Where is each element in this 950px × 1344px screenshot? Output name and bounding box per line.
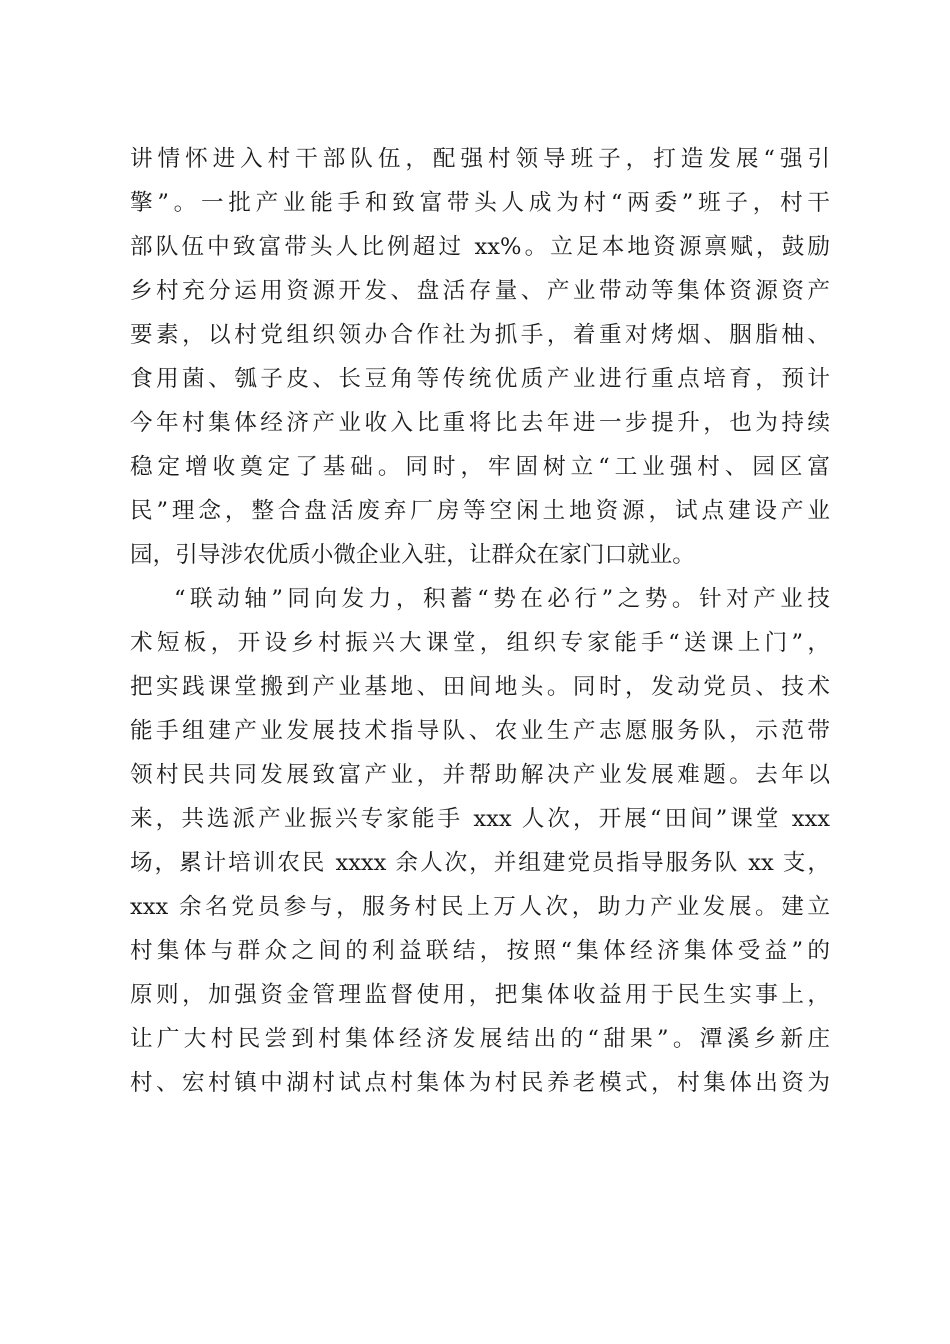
text-line: 让广大村民尝到村集体经济发展结出的“甜果”。潭溪乡新庄 bbox=[130, 1026, 830, 1052]
text-line: 把实践课堂搬到产业基地、田间地头。同时，发动党员、技术 bbox=[130, 674, 830, 700]
text-line: 术短板，开设乡村振兴大课堂，组织专家能手“送课上门”， bbox=[130, 630, 830, 656]
text-line: 擎”。一批产业能手和致富带头人成为村“两委”班子，村干 bbox=[130, 190, 830, 216]
text-line: 乡村充分运用资源开发、盘活存量、产业带动等集体资源资产 bbox=[130, 278, 830, 304]
text-line: 村集体与群众之间的利益联结，按照“集体经济集体受益”的 bbox=[130, 938, 830, 964]
text-line: 能手组建产业发展技术指导队、农业生产志愿服务队，示范带 bbox=[130, 718, 830, 744]
text-line: xxx 余名党员参与，服务村民上万人次，助力产业发展。建立 bbox=[130, 894, 830, 920]
paragraph-last-line: 园，引导涉农优质小微企业入驻，让群众在家门口就业。 bbox=[130, 542, 695, 568]
text-line: 领村民共同发展致富产业，并帮助解决产业发展难题。去年以 bbox=[130, 762, 830, 788]
text-line: 场，累计培训农民 xxxx 余人次，并组建党员指导服务队 xx 支， bbox=[130, 850, 830, 876]
text-line: 要素，以村党组织领办合作社为抓手，着重对烤烟、胭脂柚、 bbox=[130, 322, 830, 348]
text-line: 食用菌、瓠子皮、长豆角等传统优质产业进行重点培育，预计 bbox=[130, 366, 830, 392]
text-line: 稳定增收奠定了基础。同时，牢固树立“工业强村、园区富 bbox=[130, 454, 830, 480]
text-line: 村、宏村镇中湖村试点村集体为村民养老模式，村集体出资为 bbox=[130, 1070, 830, 1096]
text-line: 民”理念，整合盘活废弃厂房等空闲土地资源，试点建设产业 bbox=[130, 498, 830, 524]
text-line: 今年村集体经济产业收入比重将比去年进一步提升，也为持续 bbox=[130, 410, 830, 436]
text-line: 部队伍中致富带头人比例超过 xx%。立足本地资源禀赋，鼓励 bbox=[130, 234, 830, 260]
text-line: 讲情怀进入村干部队伍，配强村领导班子，打造发展“强引 bbox=[130, 146, 830, 172]
paragraph-first-line: “联动轴”同向发力，积蓄“势在必行”之势。针对产业技 bbox=[174, 586, 830, 612]
text-line: 原则，加强资金管理监督使用，把集体收益用于民生实事上， bbox=[130, 982, 830, 1008]
text-line: 来，共选派产业振兴专家能手 xxx 人次，开展“田间”课堂 xxx bbox=[130, 806, 830, 832]
